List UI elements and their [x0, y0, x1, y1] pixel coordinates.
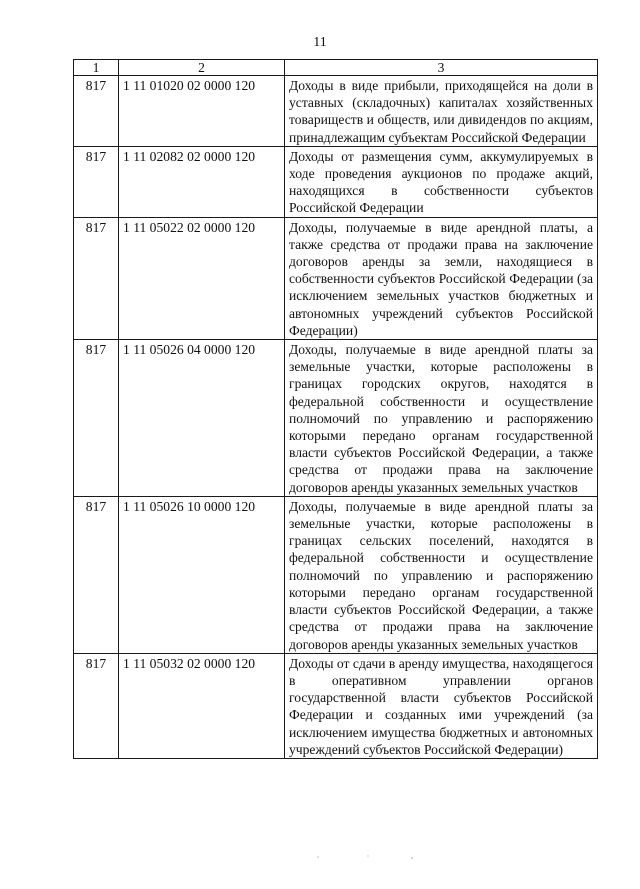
description-cell: Доходы от размещения сумм, аккумулируемых в ходе проведения аукционов по продаже акций, находящихся в собственности субъектов Российской Федерации — [285, 146, 598, 217]
budget-code-cell: 1 11 05032 02 0000 120 — [119, 653, 285, 758]
admin-code-cell: 817 — [74, 653, 119, 758]
header-row — [74, 60, 598, 76]
description-cell: Доходы, получаемые в виде арендной платы за земельные участки, которые расположены в границах сельских поселений, находятся в федеральной собственности и осуществление полномочий по управлению и распоряжению которыми передано органам государственной власти субъектов Российской Федерации, а также средства от продажи права на заключение договоров аренды указанных земельных участков — [285, 496, 598, 653]
description-cell: Доходы в виде прибыли, приходящейся на доли в уставных (складочных) капиталах хозяйственных товариществ и обществ, или дивидендов по акциям, принадлежащим субъектам Российской Федерации — [285, 76, 598, 147]
admin-code-cell: 817 — [74, 340, 119, 497]
admin-code-cell: 817 — [74, 146, 119, 217]
budget-code-cell: 1 11 05026 10 0000 120 — [119, 496, 285, 653]
revenue-codes-table — [73, 59, 598, 759]
table-row — [74, 217, 598, 339]
table-row — [74, 653, 598, 758]
description-cell: Доходы, получаемые в виде арендной платы, а также средства от продажи права на заключение договоров аренды за земли, находящиеся в собственности субъектов Российской Федерации (за исключением земельных участков бюджетных и автономных учреждений субъектов Российской Федерации) — [285, 217, 598, 339]
budget-code-cell: 1 11 05022 02 0000 120 — [119, 217, 285, 339]
description-cell: Доходы, получаемые в виде арендной платы за земельные участки, которые расположены в границах городских округов, находятся в федеральной собственности и осуществление полномочий по управлению и распоряжению которыми передано органам государственной власти субъектов Российской Федерации, а также средства от продажи права на заключение договоров аренды указанных земельных участков — [285, 340, 598, 497]
budget-code-cell: 1 11 01020 02 0000 120 — [119, 76, 285, 147]
admin-code-cell: 817 — [74, 217, 119, 339]
column-header-2: 2 — [119, 60, 285, 76]
scan-specks — [0, 852, 640, 862]
column-header-1: 1 — [74, 60, 119, 76]
page-number: 11 — [313, 35, 327, 50]
table-row — [74, 76, 598, 147]
budget-code-cell: 1 11 02082 02 0000 120 — [119, 146, 285, 217]
description-cell: Доходы от сдачи в аренду имущества, находящегося в оперативном управлении органов государственной власти субъектов Российской Федерации и созданных ими учреждений (за исключением имущества бюджетных и автономных учреждений субъектов Российской Федерации) — [285, 653, 598, 758]
table-row — [74, 496, 598, 653]
table-body — [74, 76, 598, 759]
admin-code-cell: 817 — [74, 76, 119, 147]
column-header-3: 3 — [285, 60, 598, 76]
budget-code-cell: 1 11 05026 04 0000 120 — [119, 340, 285, 497]
table-row — [74, 340, 598, 497]
table-header — [74, 60, 598, 76]
admin-code-cell: 817 — [74, 496, 119, 653]
table-row — [74, 146, 598, 217]
